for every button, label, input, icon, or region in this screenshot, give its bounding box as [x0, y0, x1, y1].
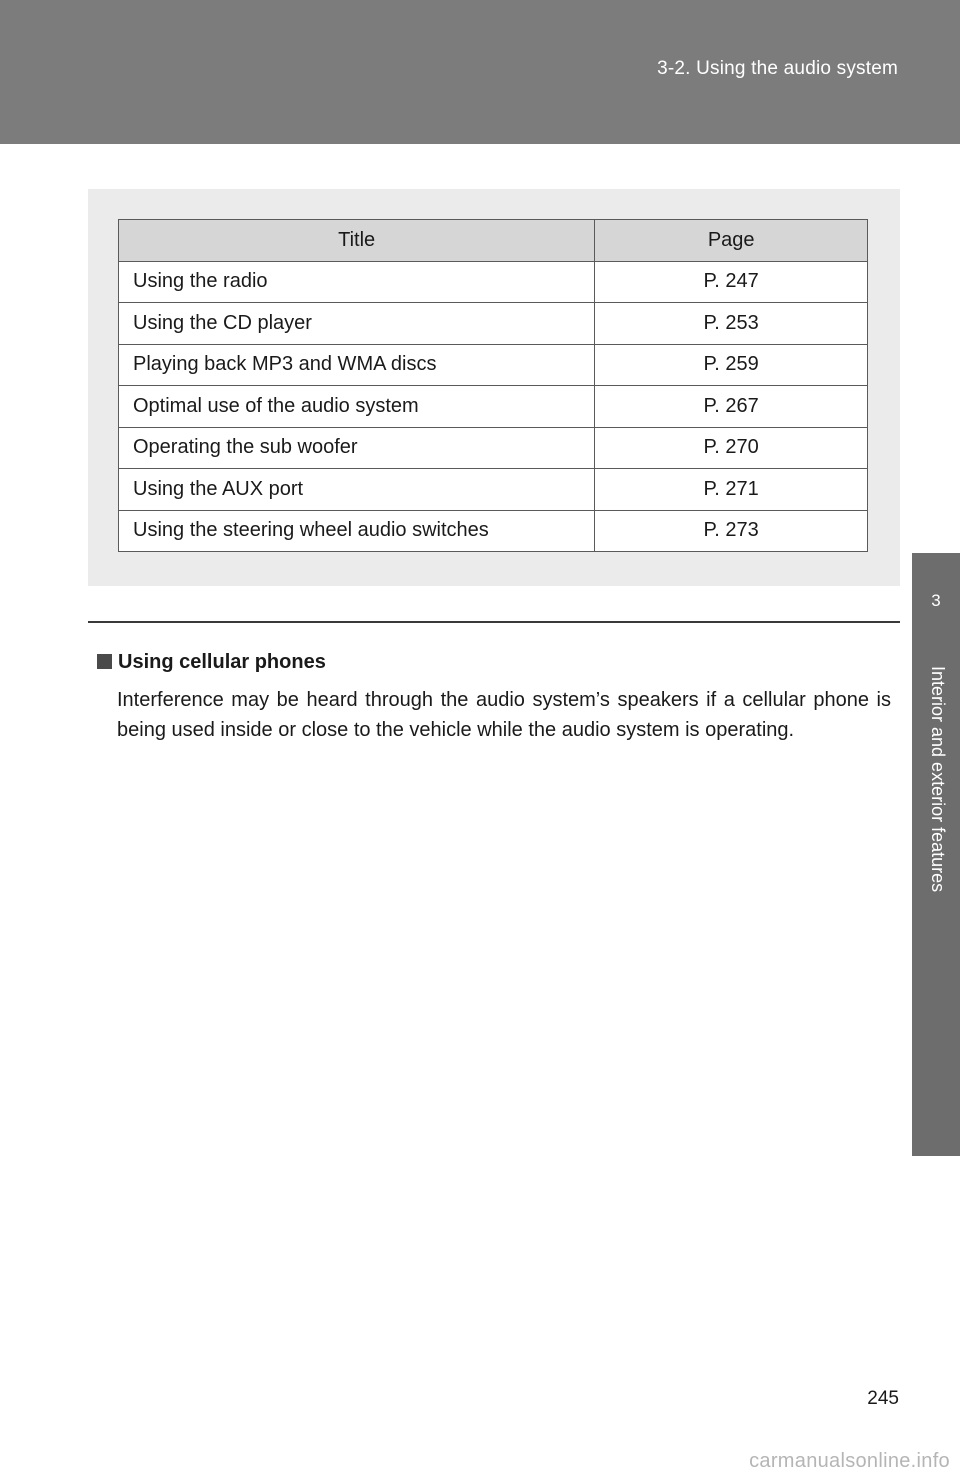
chapter-number: 3: [931, 591, 941, 610]
table-row: [119, 386, 868, 428]
chapter-tab: [912, 553, 960, 656]
watermark: carmanualsonline.info: [749, 1450, 950, 1472]
table-row: [119, 344, 868, 386]
toc-row-title: Operating the sub woofer: [119, 427, 595, 469]
section-divider: [88, 621, 900, 623]
toc-row-page: P. 270: [595, 427, 868, 469]
toc-row-title: Using the radio: [119, 261, 595, 303]
table-row: [119, 261, 868, 303]
toc-table: [118, 219, 868, 552]
toc-header-page: Page: [595, 220, 868, 262]
toc-row-page: P. 273: [595, 510, 868, 552]
table-row: [119, 303, 868, 345]
toc-row-title: Using the CD player: [119, 303, 595, 345]
square-bullet-icon: [97, 654, 112, 669]
toc-row-page: P. 267: [595, 386, 868, 428]
toc-row-title: Using the steering wheel audio switches: [119, 510, 595, 552]
note-heading-text: Using cellular phones: [118, 651, 326, 673]
toc-row-page: P. 271: [595, 469, 868, 511]
table-row: [119, 469, 868, 511]
toc-row-page: P. 259: [595, 344, 868, 386]
page-number: 245: [867, 1388, 899, 1409]
toc-row-page: P. 247: [595, 261, 868, 303]
toc-row-title: Playing back MP3 and WMA discs: [119, 344, 595, 386]
toc-header-row: [119, 220, 868, 262]
toc-row-page: P. 253: [595, 303, 868, 345]
toc-row-title: Using the AUX port: [119, 469, 595, 511]
table-row: [119, 510, 868, 552]
toc-panel: [88, 189, 900, 586]
note-heading: [97, 651, 326, 674]
note-body: Interference may be heard through the audio system’s speakers if a cellular phone is being used inside or close to the vehicle while the audio system is operating.: [117, 689, 891, 741]
chapter-title: Interior and exterior features: [928, 666, 948, 893]
table-row: [119, 427, 868, 469]
section-title: 3-2. Using the audio system: [657, 58, 898, 79]
toc-header-title: Title: [119, 220, 595, 262]
page-header: [0, 0, 960, 144]
chapter-label-strip: [912, 656, 960, 1156]
toc-row-title: Optimal use of the audio system: [119, 386, 595, 428]
